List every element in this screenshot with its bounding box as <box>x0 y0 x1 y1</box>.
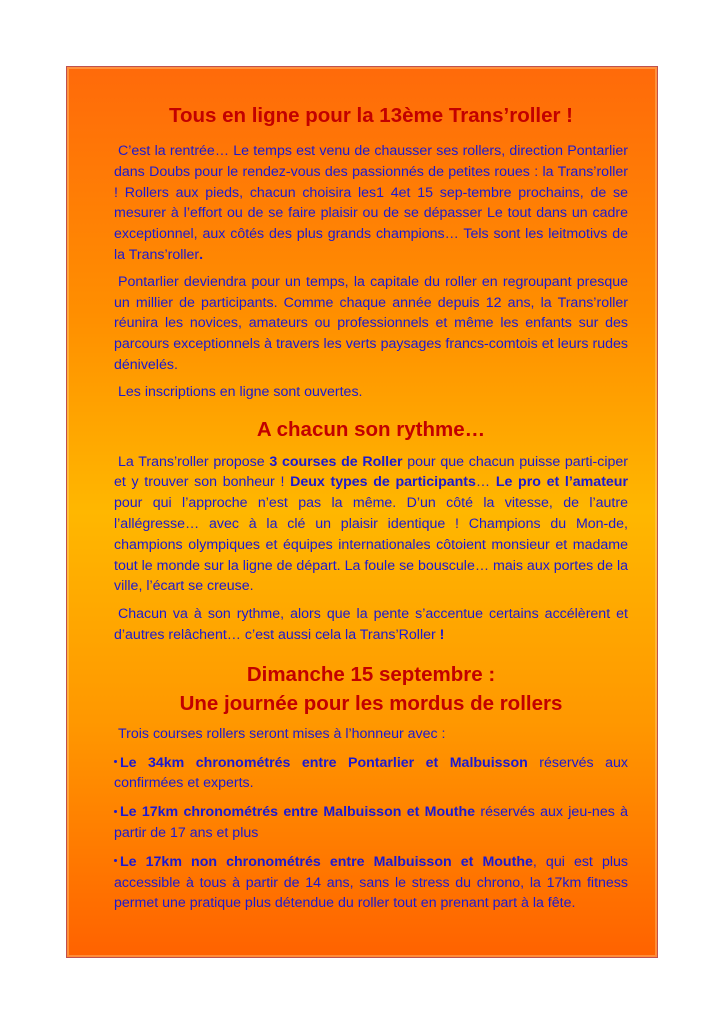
participant-types-highlight: Deux types de participants <box>290 474 476 491</box>
page-title: Tous en ligne pour la 13ème Trans’roller ! <box>168 104 574 127</box>
courses-intro: Trois courses rollers seront mises à l’honneur avec : <box>118 725 446 742</box>
poster-frame <box>66 66 658 958</box>
pro-amateur-highlight: Le pro et l’amateur <box>495 474 628 491</box>
registration-notice: Les inscriptions en ligne sont ouvertes. <box>118 383 363 400</box>
intro-paragraph-1: C’est la rentrée… Le temps est venu de chausser ses rollers, direction Pontarlier dans Doubs pour le rendez-vous des passionnés de petites roues : la Trans’roller ! Rollers aux pieds, chacun choisira les1 4et 15 sep-tembre prochains, de se mesurer à l’effort ou de se faire plaisir ou de se dépasser Le tout dans un cadre exceptionnel, aux côtés des plus grands champions… Tels sont les leitmotivs de la Trans’roller. <box>114 143 628 263</box>
poster-content <box>114 103 628 914</box>
bullet-icon <box>114 810 117 813</box>
course-item: Le 34km chronométrés entre Pontarlier et Malbuisson réservés aux confirmées et experts. <box>114 754 628 792</box>
intro-paragraph-2: Pontarlier deviendra pour un temps, la capitale du roller en regroupant presque un millier de participants. Comme chaque année depuis 12 ans, la Trans’roller réunira les novices, amateurs ou professionnels et même les enfants sur des parcours exceptionnels à travers les verts paysages francs-comtois et leurs rudes dénivelés. <box>114 273 628 373</box>
rhythm-paragraph-2: Chacun va à son rythme, alors que la pente s’accentue certains accélèrent et d’autres relâchent… c’est aussi cela la Trans’Roller ! <box>114 606 628 643</box>
section-heading-rhythm: A chacun son rythme… <box>256 417 486 441</box>
section-heading-sunday: Dimanche 15 septembre : Une journée pour les mordus de rollers <box>179 662 563 715</box>
bullet-icon <box>114 760 117 763</box>
three-courses-highlight: 3 courses de Roller <box>269 453 403 470</box>
course-item: Le 17km chronométrés entre Malbuisson et Mouthe réservés aux jeu-nes à partir de 17 ans et plus <box>114 804 628 841</box>
bullet-icon <box>114 859 117 862</box>
course-item: Le 17km non chronométrés entre Malbuisson et Mouthe, qui est plus accessible à tous à partir de 14 ans, sans le stress du chrono, la 17km fitness permet une pratique plus détendue du roller tout en prenant part à la fête. <box>114 853 628 912</box>
rhythm-paragraph-1: La Trans’roller propose 3 courses de Roller pour que chacun puisse parti-ciper et y trouver son bonheur ! Deux types de participants… Le pro et l’amateur pour qui l’approche n’est pas la même. D’un côté la vitesse, de l’autre l’allégresse… avec à la clé un plaisir identique ! Champions du Mon-de, champions olympiques et équipes internationales côtoient monsieur et madame tout le monde sur la ligne de départ. La foule se bouscule… mais aux portes de la ville, l’écart se creuse. <box>114 453 628 595</box>
